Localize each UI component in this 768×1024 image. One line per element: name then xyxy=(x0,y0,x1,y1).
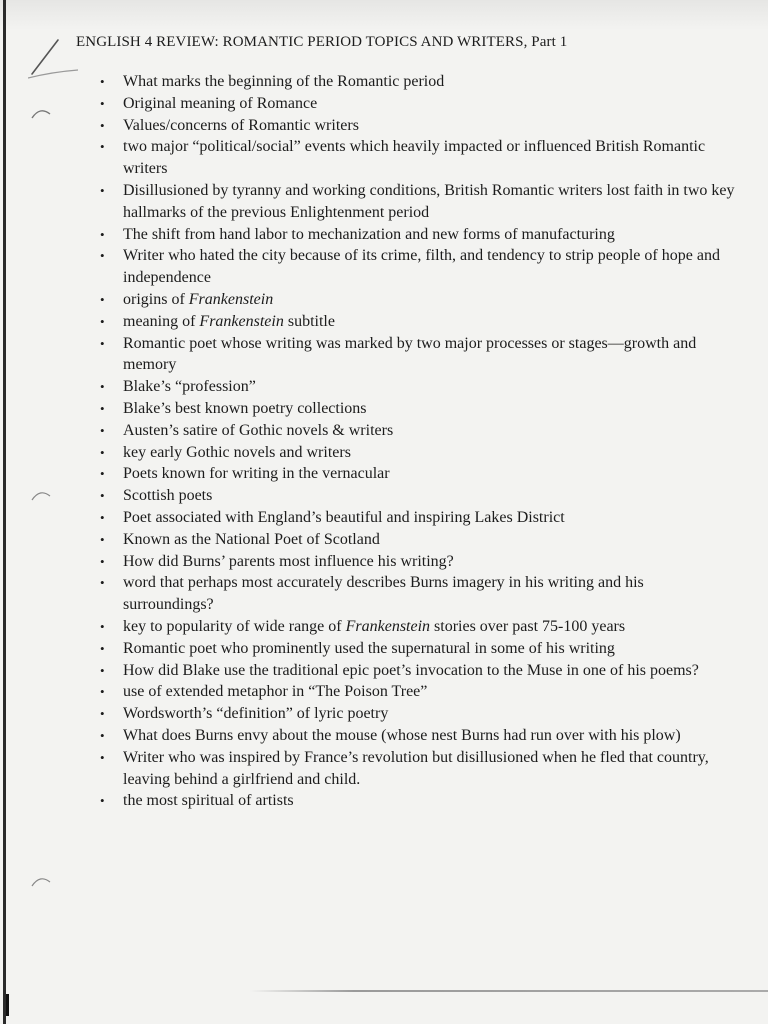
bullet-icon: • xyxy=(100,684,105,700)
list-item-text: origins of xyxy=(123,290,189,308)
list-item-text: The shift from hand labor to mechanization and new forms of manufacturing xyxy=(123,225,615,243)
list-item xyxy=(98,529,738,551)
list-item xyxy=(98,725,738,747)
bullet-icon: • xyxy=(100,727,105,743)
list-item-text: Known as the National Poet of Scotland xyxy=(123,530,380,548)
bullet-icon: • xyxy=(100,466,105,482)
list-item-title-italic: Frankenstein xyxy=(345,617,431,635)
bullet-icon: • xyxy=(100,95,105,111)
list-item xyxy=(98,376,738,398)
bullet-icon: • xyxy=(100,575,105,591)
bullet-icon: • xyxy=(100,618,105,634)
bullet-icon: • xyxy=(100,117,105,133)
bullet-icon: • xyxy=(100,793,105,809)
list-item xyxy=(98,551,738,573)
bullet-icon: • xyxy=(100,749,105,765)
document-header: ENGLISH 4 REVIEW: ROMANTIC PERIOD TOPICS AND WRITERS, Part 1 xyxy=(76,34,568,50)
list-item-text: How did Blake use the traditional epic poet’s invocation to the Muse in one of his poems? xyxy=(123,661,699,679)
list-item xyxy=(98,71,738,93)
list-item xyxy=(98,507,738,529)
list-item xyxy=(98,485,738,507)
scan-edge-bottom xyxy=(250,990,768,992)
list-item xyxy=(98,245,738,289)
bullet-icon: • xyxy=(100,553,105,569)
pencil-stroke-mark xyxy=(28,34,80,80)
bullet-icon: • xyxy=(100,291,105,307)
list-item xyxy=(98,463,738,485)
list-item xyxy=(98,420,738,442)
list-item-title-italic: Frankenstein xyxy=(188,290,274,308)
binder-hole-mark xyxy=(30,106,52,120)
list-item-text: Poet associated with England’s beautiful and inspiring Lakes District xyxy=(123,508,565,526)
list-item-text-end: stories over past 75-100 years xyxy=(430,617,626,635)
bullet-icon: • xyxy=(100,335,105,351)
list-item-text: use of extended metaphor in “The Poison Tree” xyxy=(123,683,428,701)
list-item-text: Blake’s “profession” xyxy=(123,378,256,396)
list-item-text: What does Burns envy about the mouse (whose nest Burns had run over with his plow) xyxy=(123,726,681,744)
review-topic-list xyxy=(98,71,738,812)
bullet-icon: • xyxy=(100,444,105,460)
list-item-text: Romantic poet who prominently used the supernatural in some of his writing xyxy=(123,639,615,657)
list-item xyxy=(98,333,738,377)
binder-hole-mark xyxy=(30,874,52,888)
list-item xyxy=(98,703,738,725)
bullet-icon: • xyxy=(100,139,105,155)
list-item-text: How did Burns’ parents most influence his writing? xyxy=(123,552,454,570)
bullet-icon: • xyxy=(100,706,105,722)
scan-edge-left xyxy=(3,0,6,1024)
scan-edge-left-mark xyxy=(6,994,9,1016)
binder-hole-mark xyxy=(30,488,52,502)
bullet-icon: • xyxy=(100,640,105,656)
list-item xyxy=(98,289,738,311)
list-item-text: Blake’s best known poetry collections xyxy=(123,399,367,417)
list-item-text: Original meaning of Romance xyxy=(123,94,318,112)
list-item-text: key to popularity of wide range of xyxy=(123,617,346,635)
list-item-text: Poets known for writing in the vernacular xyxy=(123,465,390,483)
bullet-icon: • xyxy=(100,422,105,438)
list-item xyxy=(98,790,738,812)
list-item xyxy=(98,747,738,791)
list-item-text: Writer who hated the city because of its crime, filth, and tendency to strip people of hope and independence xyxy=(123,247,720,287)
list-item-text: meaning of xyxy=(123,312,200,330)
bullet-icon: • xyxy=(100,182,105,198)
list-item-title-italic: Frankenstein xyxy=(199,312,284,330)
list-item-text: Writer who was inspired by France’s revolution but disillusioned when he fled that country, leaving behind a girlfriend and child. xyxy=(123,748,709,788)
list-item-text: Austen’s satire of Gothic novels & writers xyxy=(123,421,394,439)
list-item xyxy=(98,442,738,464)
list-item-text: key early Gothic novels and writers xyxy=(123,443,351,461)
page-top-shadow xyxy=(0,0,768,30)
bullet-icon: • xyxy=(100,226,105,242)
list-item xyxy=(98,136,738,180)
list-item xyxy=(98,572,738,616)
list-item xyxy=(98,115,738,137)
bullet-icon: • xyxy=(100,662,105,678)
list-item xyxy=(98,93,738,115)
list-item xyxy=(98,224,738,246)
list-item xyxy=(98,180,738,224)
list-item xyxy=(98,660,738,682)
bullet-icon: • xyxy=(100,509,105,525)
bullet-icon: • xyxy=(100,400,105,416)
list-item-text: Wordsworth’s “definition” of lyric poetry xyxy=(123,705,389,723)
list-item xyxy=(98,616,738,638)
list-item-text: What marks the beginning of the Romantic period xyxy=(123,73,445,90)
bullet-icon: • xyxy=(100,74,105,89)
list-item-text: Romantic poet whose writing was marked by two major processes or stages—growth and memory xyxy=(123,334,697,374)
list-item xyxy=(98,311,738,333)
bullet-icon: • xyxy=(100,379,105,395)
list-item xyxy=(98,681,738,703)
list-item xyxy=(98,638,738,660)
list-item-text: the most spiritual of artists xyxy=(123,792,294,810)
list-item-text: word that perhaps most accurately describes Burns imagery in his writing and his surroundings? xyxy=(123,574,644,614)
list-item-text: Values/concerns of Romantic writers xyxy=(123,116,359,134)
list-item-text: Disillusioned by tyranny and working conditions, British Romantic writers lost faith in two key hallmarks of the previous Enlightenment period xyxy=(123,181,735,221)
list-item-text-end: subtitle xyxy=(283,312,335,330)
list-item xyxy=(98,398,738,420)
bullet-icon: • xyxy=(100,313,105,329)
bullet-icon: • xyxy=(100,531,105,547)
bullet-icon: • xyxy=(100,248,105,264)
list-item-text: two major “political/social” events which heavily impacted or influenced British Romantic writers xyxy=(123,138,706,178)
bullet-icon: • xyxy=(100,488,105,504)
list-item-text: Scottish poets xyxy=(123,487,213,505)
